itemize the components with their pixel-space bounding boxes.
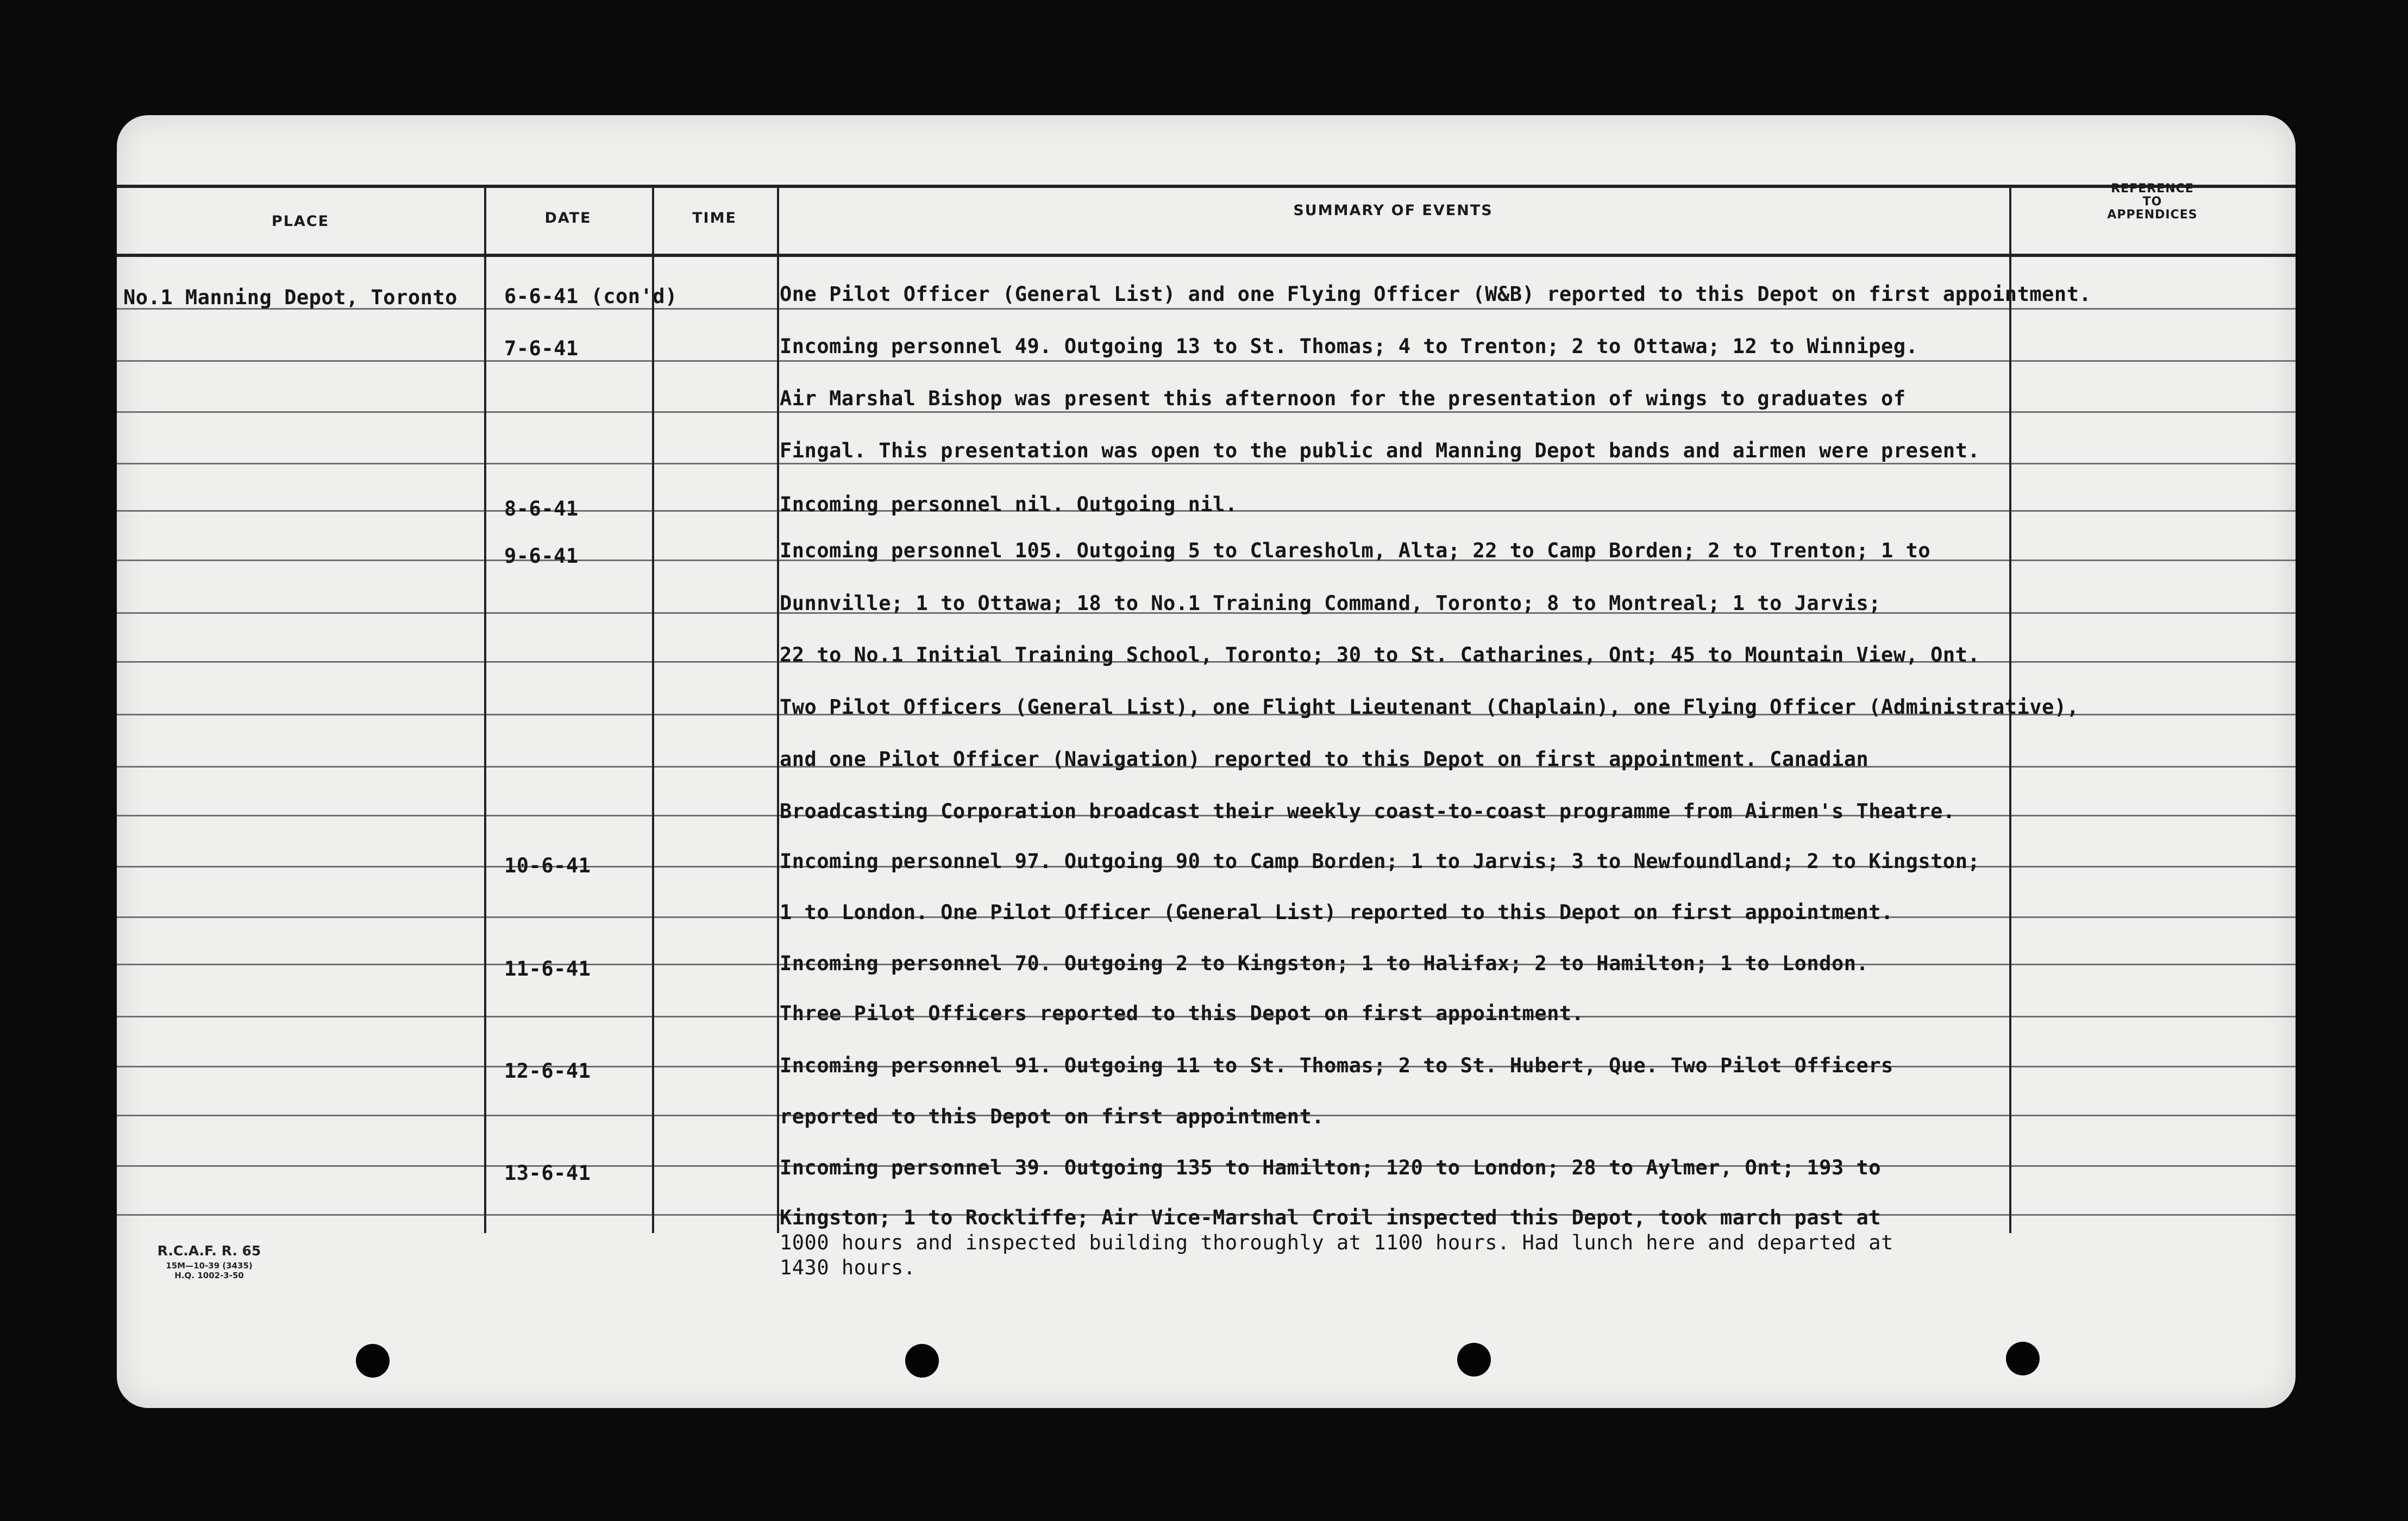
date-entry: 6-6-41 (con'd) (504, 285, 678, 308)
header-bottom-rule (117, 254, 2296, 257)
punch-hole (905, 1344, 939, 1378)
form-number (128, 1243, 291, 1280)
ruled-line (117, 360, 2296, 362)
header-date: DATE (544, 210, 592, 227)
date-entry: 12-6-41 (504, 1059, 591, 1083)
summary-line: Incoming personnel nil. Outgoing nil. (780, 493, 1238, 516)
summary-line: Fingal. This presentation was open to the public and Manning Depot bands and airmen were present. (780, 439, 1980, 462)
punch-hole (2006, 1342, 2040, 1375)
summary-line: 22 to No.1 Initial Training School, Toronto; 30 to St. Catharines, Ont; 45 to Mountain View, Ont. (780, 643, 1980, 667)
header-reference-line1: REFERENCE (2111, 182, 2194, 196)
summary-line: Incoming personnel 70. Outgoing 2 to Kingston; 1 to Halifax; 2 to Hamilton; 1 to London. (780, 952, 1869, 975)
date-entry: 11-6-41 (504, 957, 591, 981)
summary-line: Broadcasting Corporation broadcast their weekly coast-to-coast programme from Airmen's Theatre. (780, 800, 1955, 823)
date-entry: 13-6-41 (504, 1161, 591, 1185)
form-id: R.C.A.F. R. 65 (157, 1243, 261, 1259)
header-reference-line3: APPENDICES (2107, 208, 2198, 222)
date-entry: 7-6-41 (504, 337, 579, 360)
summary-line: Kingston; 1 to Rockliffe; Air Vice-Marshal Croil inspected this Depot, took march past at (780, 1206, 1882, 1229)
date-entry: 9-6-41 (504, 544, 579, 568)
summary-line: and one Pilot Officer (Navigation) reported to this Depot on first appointment. Canadian (780, 747, 1869, 771)
ruled-line (117, 463, 2296, 464)
punch-hole (1457, 1343, 1491, 1377)
summary-line: Three Pilot Officers reported to this Depot on first appointment. (780, 1002, 1584, 1025)
date-entry: 8-6-41 (504, 497, 579, 520)
summary-line: Incoming personnel 105. Outgoing 5 to Claresholm, Alta; 22 to Camp Borden; 2 to Trenton; 1 to (780, 539, 1931, 562)
punch-hole (356, 1344, 390, 1378)
summary-line: Incoming personnel 49. Outgoing 13 to St. Thomas; 4 to Trenton; 2 to Ottawa; 12 to Winnipeg. (780, 335, 1918, 358)
summary-line: Air Marshal Bishop was present this afternoon for the presentation of wings to graduates of (780, 387, 1906, 410)
date-entry: 10-6-41 (504, 854, 591, 877)
summary-line: Two Pilot Officers (General List), one Flight Lieutenant (Chaplain), one Flying Officer (Administrative), (780, 695, 2079, 719)
column-divider-place (484, 185, 486, 1233)
header-time: TIME (692, 210, 737, 227)
header-reference-line2: TO (2142, 195, 2162, 209)
place-entry: No.1 Manning Depot, Toronto (123, 286, 457, 309)
header-place: PLACE (271, 213, 330, 230)
summary-line: Incoming personnel 97. Outgoing 90 to Camp Borden; 1 to Jarvis; 3 to Newfoundland; 2 to Kingston; (780, 850, 1980, 873)
column-divider-date (652, 185, 654, 1233)
header-summary: SUMMARY OF EVENTS (1293, 202, 1493, 219)
summary-line: Incoming personnel 39. Outgoing 135 to Hamilton; 120 to London; 28 to Aylmer, Ont; 193 to (780, 1156, 1882, 1179)
summary-line: Incoming personnel 91. Outgoing 11 to St. Thomas; 2 to St. Hubert, Que. Two Pilot Officers (780, 1054, 1893, 1077)
summary-line: 1430 hours. (780, 1256, 916, 1279)
summary-line: reported to this Depot on first appointment. (780, 1105, 1325, 1128)
form-hq-code: H.Q. 1002-3-50 (174, 1271, 244, 1280)
summary-line: Dunnville; 1 to Ottawa; 18 to No.1 Training Command, Toronto; 8 to Montreal; 1 to Jarvis; (780, 592, 1882, 615)
diary-card (117, 115, 2296, 1408)
summary-line: One Pilot Officer (General List) and one Flying Officer (W&B) reported to this Depot on first appointment. (780, 282, 2092, 306)
form-print-code: 15M—10-39 (3435) (166, 1261, 253, 1271)
column-divider-time (777, 185, 779, 1233)
summary-line: 1000 hours and inspected building thoroughly at 1100 hours. Had lunch here and departed at (780, 1231, 1893, 1254)
header-reference (2009, 183, 2296, 222)
header-top-rule (117, 185, 2296, 188)
summary-line: 1 to London. One Pilot Officer (General List) reported to this Depot on first appointment. (780, 901, 1893, 924)
ruled-line (117, 411, 2296, 413)
